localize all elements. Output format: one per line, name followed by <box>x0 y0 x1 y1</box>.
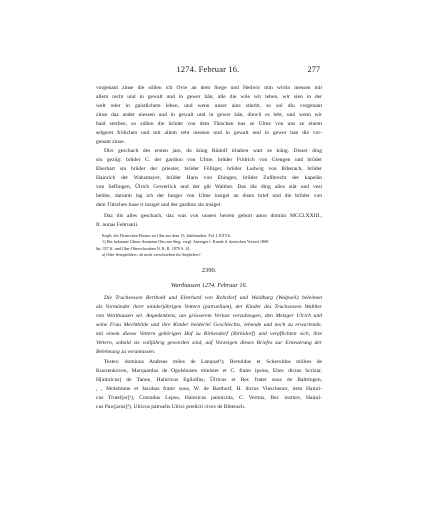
text-line: Vettern, sobald sie volljährig geworden sind, auf Vorzeigen dieses Briefes zur Erneuerung der <box>96 339 322 346</box>
text-line: als Vormünder ihrer minderjährigen Vettern (patruelium), der Kinder des Truchsessen Walther <box>96 303 322 310</box>
text-line: sin gezüg: brûder C. der gardion von Ulme, brûder Fridrich von Giengen und brûder <box>96 156 322 163</box>
text-line: vorgenant zinse die süllen ich Ovie an dem Stege und Hedwic min wirtin niessen mit <box>96 85 322 91</box>
text-line: H[ainricus] de Tanne, Hainricus Egilolfus, Ûlricus et Ber. frater suus de Baltringen, <box>96 376 322 383</box>
text-line: Hainrich der Wahsmayer, brûder Hans von Ehingen, brûder Zollbrecht der kapelân <box>96 174 322 181</box>
text-line: zinse daz ander niessen und in gewalt und in gewer hân, diewil es lebt, und wenn wir <box>96 111 322 118</box>
footnote-line: a) Oder Serephilders; ob nicht verschrieben für Stephilers? <box>102 251 201 257</box>
text-line: cus Trutel[er]²), Conradus Lepus, Hainricus pannicida, C. Vermis, Ber. institor, Hainri- <box>96 394 322 401</box>
text-line: belibe, darumb lag ich der burger von Ulme insigel an disen brief und die brûder von <box>96 192 322 199</box>
dating-paragraph <box>96 212 322 230</box>
footnote-line: Kopb. des Deutschen Hauses zu Ulm aus dem 15. Jahrhundert, Fol. LXXVb. <box>102 233 231 238</box>
place-date: Warthausen 1274. Februar 16. <box>170 282 248 289</box>
header-title: 1274. Februar 16. <box>176 65 240 74</box>
text-line: von Warthausen sel. Angedenkens, um grösserem Verlust vorzubeugen, den Metzger Ulrich und <box>96 312 322 319</box>
footnote-line: 1) Der bekannte Ulmer Ammann Otto am Steg; vergl. Anzeiger f. Kunde d. deutschen Vorzeit 1868 <box>102 239 269 245</box>
text-line: seine Frau Mechthilde und ihre Kinder beiderlei Geschlechts, lebende und noch zu erwartende, <box>96 321 322 328</box>
running-header <box>96 65 320 77</box>
text-line: Dirs geschach des ersten jars, do küng Rûdolf irhaben wart ze küng. Disser ding <box>104 148 322 154</box>
text-line: II. nonas Februarii. <box>96 221 139 228</box>
text-line: allem recht und in gewalt und in gewer hân, alle die wile wir leben, wir sien in der <box>96 93 322 100</box>
witness-paragraph <box>96 147 322 210</box>
text-line: , , Molebrune et Jacobus frater suus, W. de Barthorf, H. dictus Vinschenor, item Hainri- <box>96 385 322 392</box>
text-line: von Seflingen, Ûlrich Gewerlich und der gût Walther. Das die ding alles stät und vest <box>96 183 322 190</box>
footnotes <box>96 233 322 258</box>
text-line: mit einem dieses Vettern gehörigen Hof zu Birkendorf (Birkidorf) und verpflichten sich, ihre <box>96 330 322 337</box>
text-line: baid sterben, so süllen die brûder von dem Tütschen hus ze Ulme von uns ze einem <box>96 120 322 127</box>
text-line: Belehnung zu veranlassen. <box>96 348 156 355</box>
text-line: Kuzzenkoven, Marquardus de Ogolshusen minister et C. frater ipsius, Eber. dictus Scrizar, <box>96 367 322 374</box>
regest-summary <box>96 294 322 357</box>
text-line: dem Tütschen huse ir insigel und der gardion sin insigel. <box>96 201 222 208</box>
text-line: Daz dis alles geschach, daz was von unsers herren geburt anno domini MCCLXXIII., <box>104 213 322 219</box>
document-number: 2390. <box>201 267 217 274</box>
footnote-line: Sp. 357 ff. und Ulm-Oberschwaben N. R. II. 1870 S. 41. <box>96 245 191 251</box>
page-number: 277 <box>307 65 320 74</box>
text-line: selgeret frölichen und mit allem reht niessen und in gewalt und in gewer han die vor- <box>96 129 322 136</box>
text-line: Die Truchsessen Berthold und Eberhard von Rohrdorf und Waldburg (Walpurk) beleimen <box>104 295 322 301</box>
main-text <box>96 84 322 147</box>
text-line: genant zinse. <box>96 138 125 145</box>
testes-paragraph <box>96 358 322 412</box>
text-line: Eberhart sin brûder der priester, brûder Fôlliger, brûder Ludwig von Biberach, brûder <box>96 165 322 172</box>
text-line: cus Paw[arus]³), Ulricus patruelis Ulrici predicti cives de Biberach. <box>96 403 246 410</box>
text-line: welt oder in gaistlichem leben, und wenn unser ains stierbt, so sol diu vorgenant <box>96 102 322 109</box>
text-line: Testes: dominus Andreas miles de Lanquat¹); Bertoldus et Scheroldus milites de <box>104 359 322 365</box>
